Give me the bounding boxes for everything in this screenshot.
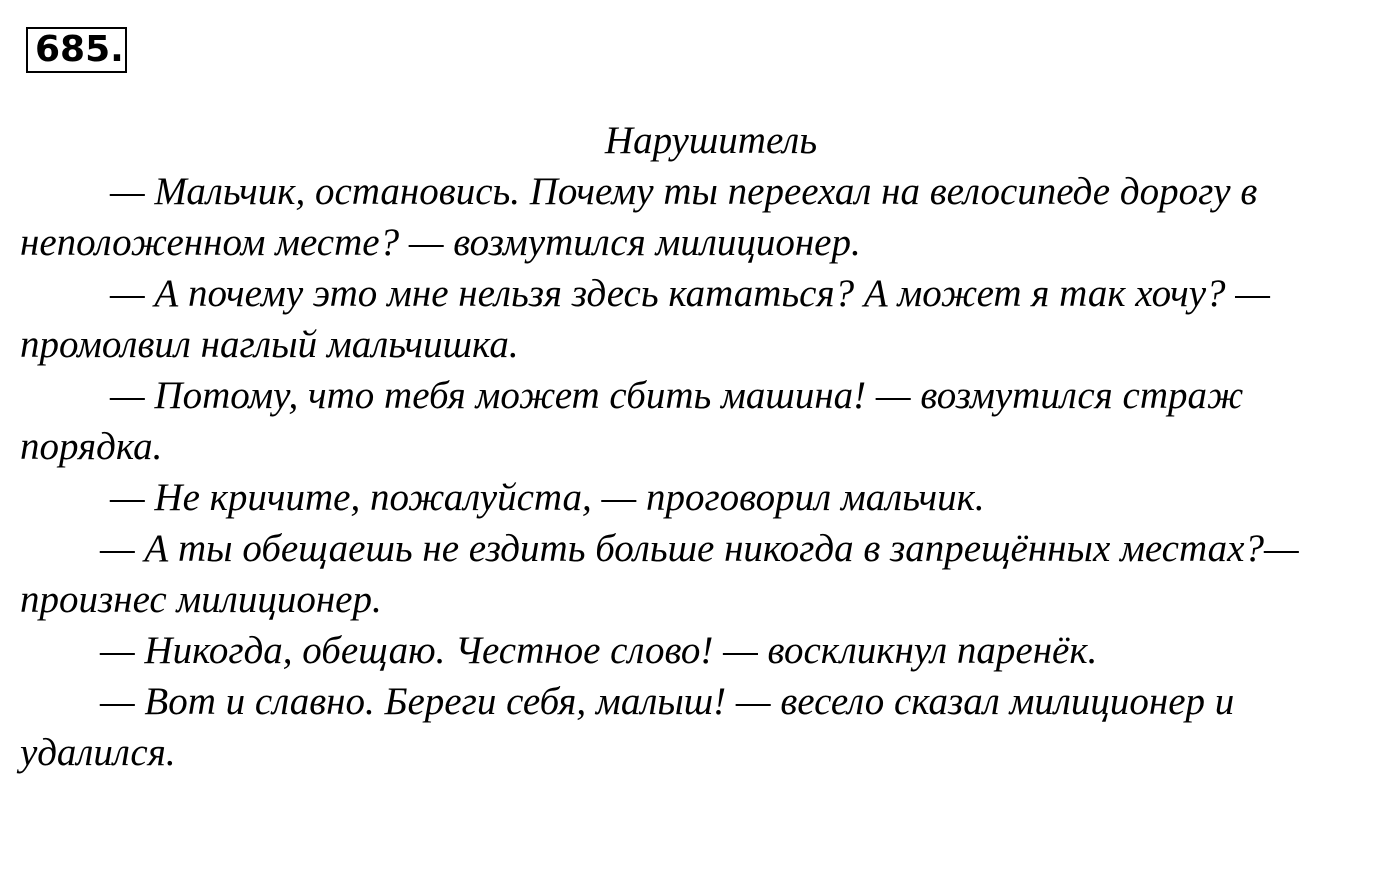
text-line: — Потому, что тебя может сбить машина! — возмутился страж xyxy=(110,374,1244,417)
text-line: — Не кричите, пожалуйста, — проговорил мальчик. xyxy=(110,476,985,519)
text-line: промолвил наглый мальчишка. xyxy=(20,323,519,366)
text-line: удалился. xyxy=(20,731,176,774)
text-line: — Мальчик, остановись. Почему ты переехал на велосипеде дорогу в xyxy=(110,170,1258,213)
text-line: произнес милиционер. xyxy=(20,578,382,621)
story-title: Нарушитель xyxy=(604,119,818,162)
text-line: порядка. xyxy=(20,425,163,468)
text-line: неположенном месте? — возмутился милиционер. xyxy=(20,221,861,264)
text-line: — А почему это мне нельзя здесь кататься? А может я так хочу? — xyxy=(110,272,1270,315)
exercise-number: 685. xyxy=(26,27,127,73)
text-line: — А ты обещаешь не ездить больше никогда в запрещённых местах?— xyxy=(100,527,1299,570)
text-line: — Вот и славно. Береги себя, малыш! — весело сказал милиционер и xyxy=(100,680,1235,723)
exercise-text xyxy=(20,115,1350,778)
text-line: — Никогда, обещаю. Честное слово! — воскликнул паренёк. xyxy=(100,629,1098,672)
